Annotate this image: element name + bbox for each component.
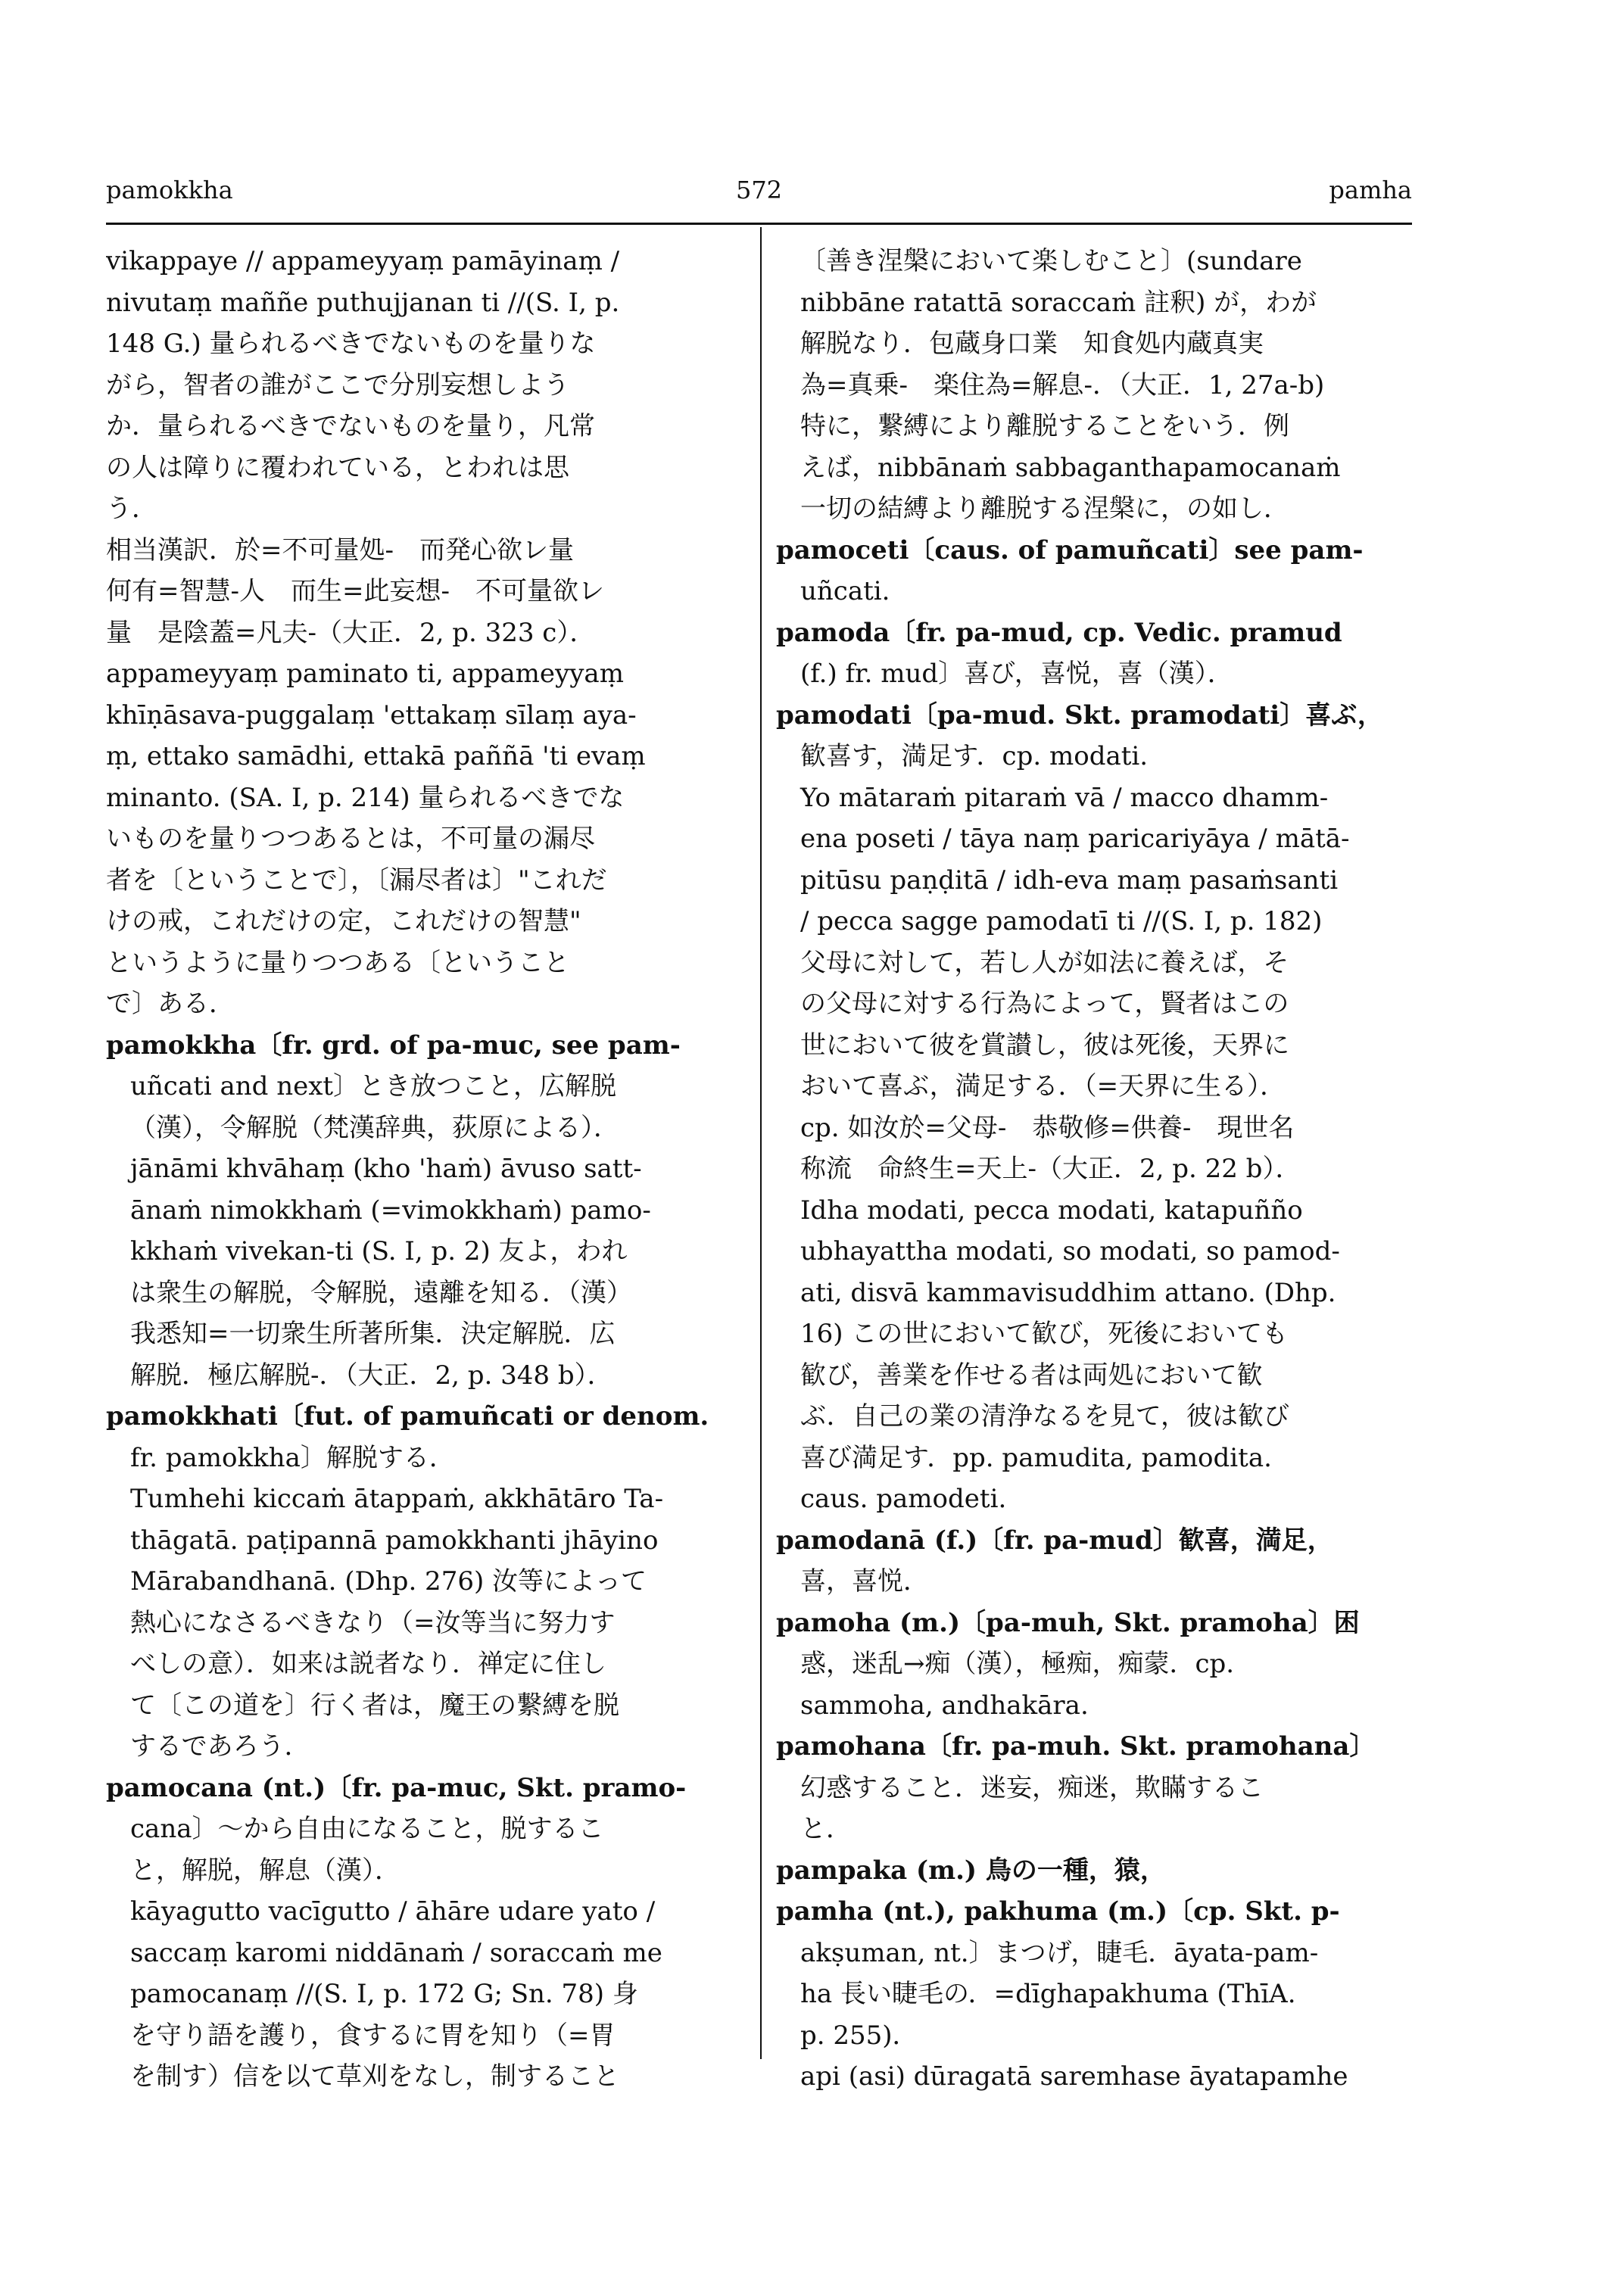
text-line: 惑，迷乱→痴（漢），極痴，痴蒙．cp.: [800, 1649, 1235, 1679]
entry-headword-line: pamokkhati〔fut. of pamuñcati or denom.: [106, 1401, 709, 1432]
text-line: 称流 命終生=天上-（大正．2, p. 22 b）．: [800, 1154, 1301, 1184]
text-line: 為=真乗- 楽住為=解息-．（大正．1, 27a-b): [800, 369, 1325, 400]
text-line: 歓喜す，満足す．cp. modati.: [800, 741, 1149, 771]
text-line: 我悉知=一切衆生所著所集．決定解脱．広: [130, 1319, 616, 1349]
text-line: ṃ, ettako samādhi, ettakā paññā 'ti evaṃ: [106, 741, 646, 771]
text-line: sammoha, andhakāra.: [800, 1690, 1089, 1721]
text-line: 何有=智慧-人 而生=此妄想- 不可量欲レ: [106, 576, 604, 606]
text-line: 世において彼を賞讃し，彼は死後，天界に: [800, 1030, 1289, 1061]
text-line: 喜び満足す．pp. pamudita, pamodita.: [800, 1442, 1272, 1473]
text-line: minanto. (SA. I, p. 214) 量られるべきでな: [106, 782, 625, 813]
text-line: thāgatā. paṭipannā pamokkhanti jhāyino: [130, 1525, 659, 1556]
text-line: khīṇāsava-puggalaṃ 'ettakaṃ sīlaṃ aya-: [106, 699, 637, 731]
text-line: p. 255)．: [800, 2020, 918, 2051]
text-line: するであろう．: [130, 1731, 310, 1762]
text-line: いものを量りつつあるとは，不可量の漏尽: [106, 824, 595, 854]
text-line: caus. pamodeti.: [800, 1484, 1007, 1514]
text-line: けの戒，これだけの定，これだけの智慧": [106, 906, 581, 936]
page-number: 572: [735, 176, 783, 204]
text-line: で〕ある．: [106, 989, 235, 1019]
text-line: と．: [800, 1814, 852, 1844]
text-line: uñcati.: [800, 576, 890, 606]
text-line: pamocanaṃ //(S. I, p. 172 G; Sn. 78) 身: [130, 1979, 638, 2009]
text-line: 〔善き涅槃において楽しむこと〕(sundare: [800, 246, 1302, 276]
text-line: を守り語を護り，食するに胃を知り（=胃: [130, 2020, 616, 2051]
text-line: の父母に対する行為によって，賢者はこの: [800, 989, 1289, 1019]
entry-headword-line: pamha (nt.), pakhuma (m.)〔cp. Skt. p-: [776, 1896, 1340, 1927]
text-line: uñcati and next〕とき放つこと，広解脱: [130, 1071, 617, 1101]
text-line: 父母に対して，若し人が如法に養えば，そ: [800, 947, 1289, 978]
text-line: ubhayattha modati, so modati, so pamod-: [800, 1236, 1340, 1266]
text-line: おいて喜ぶ，満足する．（=天界に生る）．: [800, 1071, 1286, 1101]
text-line: kāyagutto vacīgutto / āhāre udare yato /: [130, 1896, 656, 1927]
text-line: 者を〔ということで〕，〔漏尽者は〕"これだ: [106, 865, 607, 896]
text-line: Idha modati, pecca modati, katapuñño: [800, 1195, 1303, 1226]
text-line: というように量りつつある〔ということ: [106, 947, 569, 978]
right-column: [776, 241, 1412, 2098]
entry-headword-line: pamoda〔fr. pa-mud, cp. Vedic. pramud: [776, 617, 1342, 648]
text-line: jānāmi khvāhaṃ (kho 'haṁ) āvuso satt-: [130, 1154, 642, 1184]
text-line: べしの意）．如来は説者なり．禅定に住し: [130, 1649, 606, 1679]
text-line: か．量られるべきでないものを量り，凡常: [106, 411, 595, 441]
text-line: 解脱なり．包蔵身口業 知食処内蔵真実: [800, 329, 1264, 359]
page-header: [106, 176, 1412, 221]
text-line: ati, disvā kammavisuddhim attano. (Dhp.: [800, 1277, 1336, 1308]
entry-headword-line: pamohana〔fr. pa-muh. Skt. pramohana〕: [776, 1731, 1376, 1762]
text-line: (f.) fr. mud〕喜び，喜悦，喜（漢）．: [800, 659, 1233, 689]
entry-headword-line: pamoceti〔caus. of pamuñcati〕see pam-: [776, 534, 1364, 565]
text-line: vikappaye // appameyyaṃ pamāyinaṃ /: [106, 246, 620, 276]
text-line: 熱心になさるべきなり（=汝等当に努力す: [130, 1607, 616, 1638]
text-line: がら，智者の誰がここで分別妄想しよう: [106, 369, 569, 400]
column-divider: [760, 227, 762, 2059]
text-line: appameyyaṃ paminato ti, appameyyaṃ: [106, 659, 624, 689]
text-line: 特に，繋縛により離脱することをいう．例: [800, 411, 1289, 441]
entry-headword-line: pamodanā (f.)〔fr. pa-mud〕歓喜，満足，: [776, 1525, 1333, 1556]
text-line: ānaṁ nimokkhaṁ (=vimokkhaṁ) pamo-: [130, 1195, 651, 1226]
text-line: 解脱．極広解脱-．（大正．2, p. 348 b）．: [130, 1360, 613, 1391]
text-line: えば，nibbānaṁ sabbaganthapamocanaṁ: [800, 452, 1341, 483]
entry-headword-line: pamodati〔pa-mud. Skt. pramodati〕喜ぶ，: [776, 699, 1383, 731]
text-line: う．: [106, 494, 157, 524]
text-line: saccaṃ karomi niddānaṁ / soraccaṁ me: [130, 1937, 662, 1968]
text-line: の人は障りに覆われている，とわれは思: [106, 452, 569, 483]
running-head-left: pamokkha: [106, 176, 233, 204]
text-line: 148 G.) 量られるべきでないものを量りな: [106, 329, 596, 359]
text-line: 喜，喜悦．: [800, 1566, 929, 1597]
entry-headword-line: pamokkha〔fr. grd. of pa-muc, see pam-: [106, 1030, 681, 1061]
text-line: cp. 如汝於=父母- 恭敬修=供養- 現世名: [800, 1112, 1295, 1143]
entry-headword-line: pamoha (m.)〔pa-muh, Skt. pramoha〕困: [776, 1607, 1360, 1638]
text-line: を制す）信を以て草刈をなし，制すること: [130, 2061, 619, 2092]
text-line: （漢），令解脱（梵漢辞典，荻原による）．: [130, 1112, 619, 1143]
header-rule: [106, 223, 1412, 225]
text-line: は衆生の解脱，令解脱，遠離を知る．（漢）: [130, 1277, 632, 1308]
text-line: ena poseti / tāya naṃ paricariyāya / mātā-: [800, 824, 1350, 854]
text-line: ぶ．自己の業の清浄なるを見て，彼は歓び: [800, 1401, 1289, 1432]
text-line: 幻惑すること．迷妄，痴迷，欺瞞するこ: [800, 1772, 1264, 1803]
text-line: kkhaṁ vivekan-ti (S. I, p. 2) 友よ，われ: [130, 1236, 628, 1266]
text-line: pitūsu paṇḍitā / idh-eva maṃ pasaṁsanti: [800, 865, 1339, 896]
text-line: 量 是陰蓋=凡夫-（大正．2, p. 323 c）．: [106, 617, 596, 648]
text-line: ha 長い睫毛の．=dīghapakhuma (ThīA.: [800, 1979, 1296, 2009]
text-line: 歓び，善業を作せる者は両処において歓: [800, 1360, 1263, 1391]
text-line: cana〕～から自由になること，脱するこ: [130, 1814, 604, 1844]
entry-headword-line: pampaka (m.) 鳥の一種，猿，: [776, 1855, 1166, 1886]
text-line: Mārabandhanā. (Dhp. 276) 汝等によって: [130, 1566, 647, 1597]
text-line: / pecca sagge pamodatī ti //(S. I, p. 182): [800, 906, 1323, 936]
text-line: api (asi) dūragatā saremhase āyatapamhe: [800, 2061, 1348, 2092]
text-line: nivutaṃ maññe puthujjanan ti //(S. I, p.: [106, 287, 620, 318]
text-line: 一切の結縛より離脱する涅槃に，の如し．: [800, 494, 1289, 524]
text-line: 16) この世において歓び，死後においても: [800, 1319, 1288, 1349]
text-line: nibbāne ratattā soraccaṁ 註釈) が，わが: [800, 287, 1317, 318]
text-line: て〔この道を〕行く者は，魔王の繋縛を脱: [130, 1690, 619, 1721]
text-line: akṣuman, nt.〕まつげ，睫毛．āyata-pam-: [800, 1937, 1319, 1968]
entry-headword-line: pamocana (nt.)〔fr. pa-muc, Skt. pramo-: [106, 1772, 687, 1803]
text-line: 相当漢訳．於=不可量処- 而発心欲レ量: [106, 534, 574, 565]
text-line: fr. pamokkha〕解脱する．: [130, 1442, 455, 1473]
running-head-right: pamha: [1329, 176, 1412, 204]
left-column: [106, 241, 727, 2098]
text-line: Tumhehi kiccaṁ ātappaṁ, akkhātāro Ta-: [130, 1484, 664, 1514]
text-line: と，解脱，解息（漢）．: [130, 1855, 401, 1886]
text-line: Yo mātaraṁ pitaraṁ vā / macco dhamm-: [800, 782, 1329, 813]
